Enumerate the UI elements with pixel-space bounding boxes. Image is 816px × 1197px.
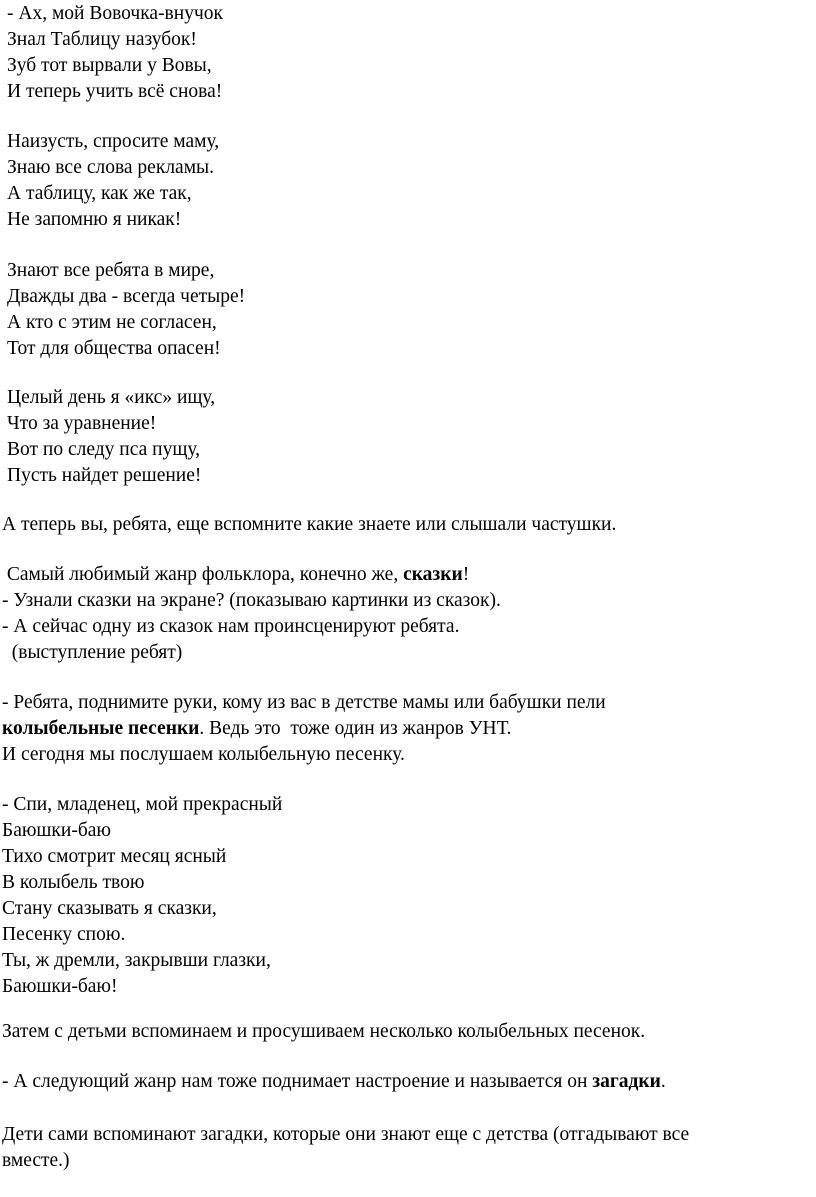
poem-line: А кто с этим не согласен,: [7, 312, 217, 333]
poem-line: Не запомню я никак!: [7, 209, 182, 230]
kolybelnye-line: [2, 716, 511, 742]
paragraph-deti-cont: вместе.): [2, 1150, 70, 1171]
lullaby-line: - Спи, младенец, мой прекрасный: [2, 794, 283, 815]
poem-line: Тот для общества опасен!: [7, 338, 221, 359]
poem-line: Дважды два - всегда четыре!: [7, 286, 246, 307]
zagadki-after: .: [660, 1071, 666, 1092]
lullaby-line: В колыбель твою: [2, 872, 145, 893]
skazki-performance: (выступление ребят): [2, 642, 183, 663]
lullaby-line: Песенку спою.: [2, 924, 126, 945]
skazki-question: - Узнали сказки на экране? (показываю картинки из сказок).: [2, 590, 501, 611]
lullaby-line: Баюшки-баю!: [2, 976, 118, 997]
kolybelnye-after: . Ведь это тоже один из жанров УНТ.: [199, 718, 512, 739]
poem-line: Знал Таблицу назубок!: [7, 29, 197, 50]
poem-line: Зуб тот вырвали у Вовы,: [7, 55, 212, 76]
poem-line: Что за уравнение!: [7, 413, 157, 434]
paragraph-deti: Дети сами вспоминают загадки, которые они знают еще с детства (отгадывают все: [2, 1124, 690, 1145]
zagadki-text: - А следующий жанр нам тоже поднимает настроение и называется он: [2, 1071, 593, 1092]
poem-line: Вот по следу пса пущу,: [7, 439, 201, 460]
kolybelnye-line: И сегодня мы послушаем колыбельную песенку.: [2, 744, 405, 765]
skazki-staging: - А сейчас одну из сказок нам проинсценируют ребята.: [2, 616, 460, 637]
paragraph-kolybelnye: - Ребята, поднимите руки, кому из вас в детстве мамы или бабушки пели: [2, 692, 606, 713]
skazki-text: Самый любимый жанр фольклора, конечно же,: [2, 564, 404, 585]
paragraph-zatem: Затем с детьми вспоминаем и просушиваем несколько колыбельных песенок.: [2, 1021, 646, 1042]
skazki-bold: сказки: [403, 564, 463, 585]
poem-line: Знаю все слова рекламы.: [7, 157, 215, 178]
poem-line: И теперь учить всё снова!: [7, 81, 223, 102]
poem-line: Целый день я «икс» ищу,: [7, 387, 216, 408]
poem-line: Наизусть, спросите маму,: [7, 131, 220, 152]
zagadki-bold: загадки: [592, 1071, 661, 1092]
paragraph-chastushki: А теперь вы, ребята, еще вспомните какие знаете или слышали частушки.: [2, 514, 617, 535]
poem-line: Пусть найдет решение!: [7, 465, 202, 486]
kolybelnye-bold: колыбельные песенки: [2, 718, 200, 739]
lullaby-line: Баюшки-баю: [2, 820, 111, 841]
paragraph-zagadki: [2, 1069, 666, 1095]
skazki-after: !: [462, 564, 470, 585]
poem-line: - Ах, мой Вовочка-внучок: [7, 3, 223, 24]
poem-line: Знают все ребята в мире,: [7, 260, 215, 281]
lullaby-line: Тихо смотрит месяц ясный: [2, 846, 227, 867]
poem-line: А таблицу, как же так,: [7, 183, 192, 204]
lullaby-line: Ты, ж дремли, закрывши глазки,: [2, 950, 271, 971]
lullaby-line: Стану сказывать я сказки,: [2, 898, 217, 919]
paragraph-skazki: [2, 562, 469, 588]
